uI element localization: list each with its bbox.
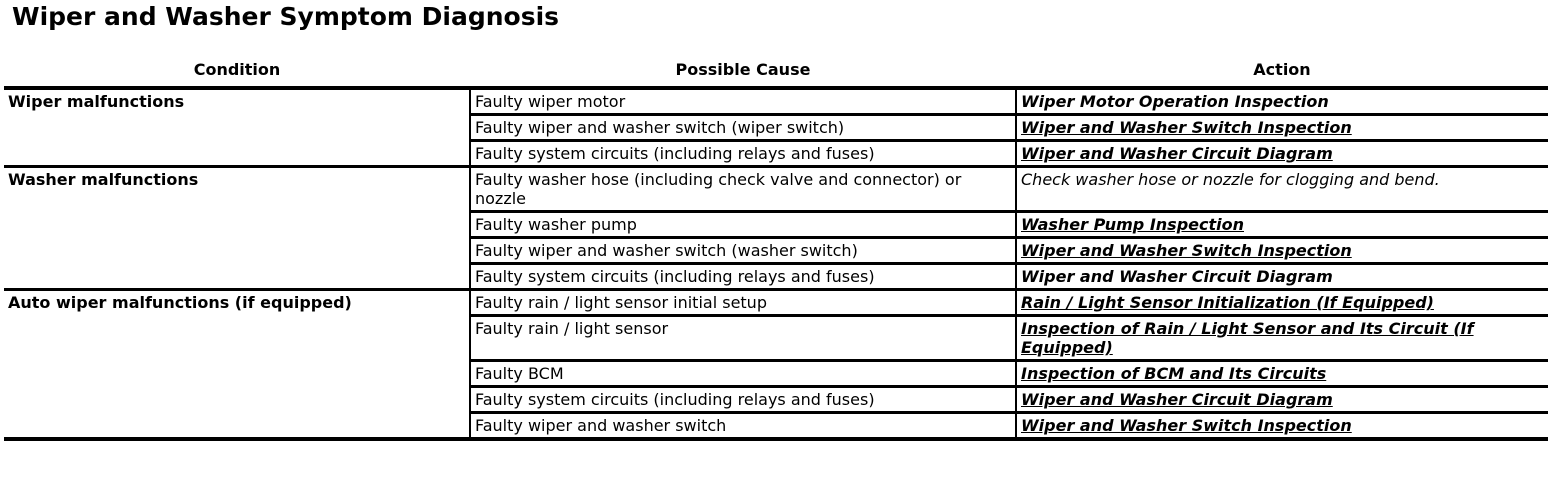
table-body: [4, 88, 1548, 439]
condition-cell: Wiper malfunctions: [4, 88, 470, 167]
action-text: Wiper Motor Operation Inspection: [1021, 92, 1329, 111]
possible-cause-cell: Faulty washer pump: [470, 212, 1016, 238]
possible-cause-cell: Faulty washer hose (including check valve and connector) or nozzle: [470, 167, 1016, 212]
possible-cause-cell: Faulty wiper motor: [470, 88, 1016, 115]
possible-cause-cell: Faulty BCM: [470, 361, 1016, 387]
action-text: Check washer hose or nozzle for clogging and bend.: [1021, 170, 1440, 189]
action-link[interactable]: Wiper and Washer Switch Inspection: [1021, 118, 1352, 137]
condition-cell: Washer malfunctions: [4, 167, 470, 290]
possible-cause-cell: Faulty system circuits (including relays and fuses): [470, 264, 1016, 290]
action-link[interactable]: Wiper and Washer Circuit Diagram: [1021, 144, 1333, 163]
action-cell: [1016, 316, 1548, 361]
action-cell: [1016, 141, 1548, 167]
possible-cause-cell: Faulty wiper and washer switch: [470, 413, 1016, 440]
action-link[interactable]: Inspection of BCM and Its Circuits: [1021, 364, 1327, 383]
action-cell: [1016, 212, 1548, 238]
action-cell: [1016, 238, 1548, 264]
possible-cause-cell: Faulty rain / light sensor initial setup: [470, 290, 1016, 316]
action-cell: [1016, 361, 1548, 387]
action-cell: [1016, 167, 1548, 212]
action-cell: [1016, 413, 1548, 440]
table-row: [4, 88, 1548, 115]
action-link[interactable]: Wiper and Washer Switch Inspection: [1021, 416, 1352, 435]
header-row: [4, 56, 1548, 88]
action-link[interactable]: Rain / Light Sensor Initialization (If Equipped): [1021, 293, 1434, 312]
action-cell: [1016, 88, 1548, 115]
action-cell: [1016, 387, 1548, 413]
possible-cause-cell: Faulty system circuits (including relays and fuses): [470, 141, 1016, 167]
table-row: [4, 167, 1548, 212]
action-link[interactable]: Washer Pump Inspection: [1021, 215, 1244, 234]
possible-cause-cell: Faulty wiper and washer switch (wiper switch): [470, 115, 1016, 141]
action-cell: [1016, 290, 1548, 316]
page-title: Wiper and Washer Symptom Diagnosis: [12, 2, 560, 31]
action-link[interactable]: Inspection of Rain / Light Sensor and Its Circuit (If Equipped): [1021, 319, 1474, 357]
header-condition: Condition: [4, 56, 470, 88]
condition-cell: Auto wiper malfunctions (if equipped): [4, 290, 470, 440]
table-header: [4, 56, 1548, 88]
symptom-diagnosis-table: [4, 56, 1548, 441]
possible-cause-cell: Faulty wiper and washer switch (washer switch): [470, 238, 1016, 264]
action-link[interactable]: Wiper and Washer Switch Inspection: [1021, 241, 1352, 260]
header-possible-cause: Possible Cause: [470, 56, 1016, 88]
action-text: Wiper and Washer Circuit Diagram: [1021, 267, 1333, 286]
action-cell: [1016, 264, 1548, 290]
table-row: [4, 290, 1548, 316]
action-cell: [1016, 115, 1548, 141]
action-link[interactable]: Wiper and Washer Circuit Diagram: [1021, 390, 1333, 409]
possible-cause-cell: Faulty system circuits (including relays and fuses): [470, 387, 1016, 413]
header-action: Action: [1016, 56, 1548, 88]
possible-cause-cell: Faulty rain / light sensor: [470, 316, 1016, 361]
